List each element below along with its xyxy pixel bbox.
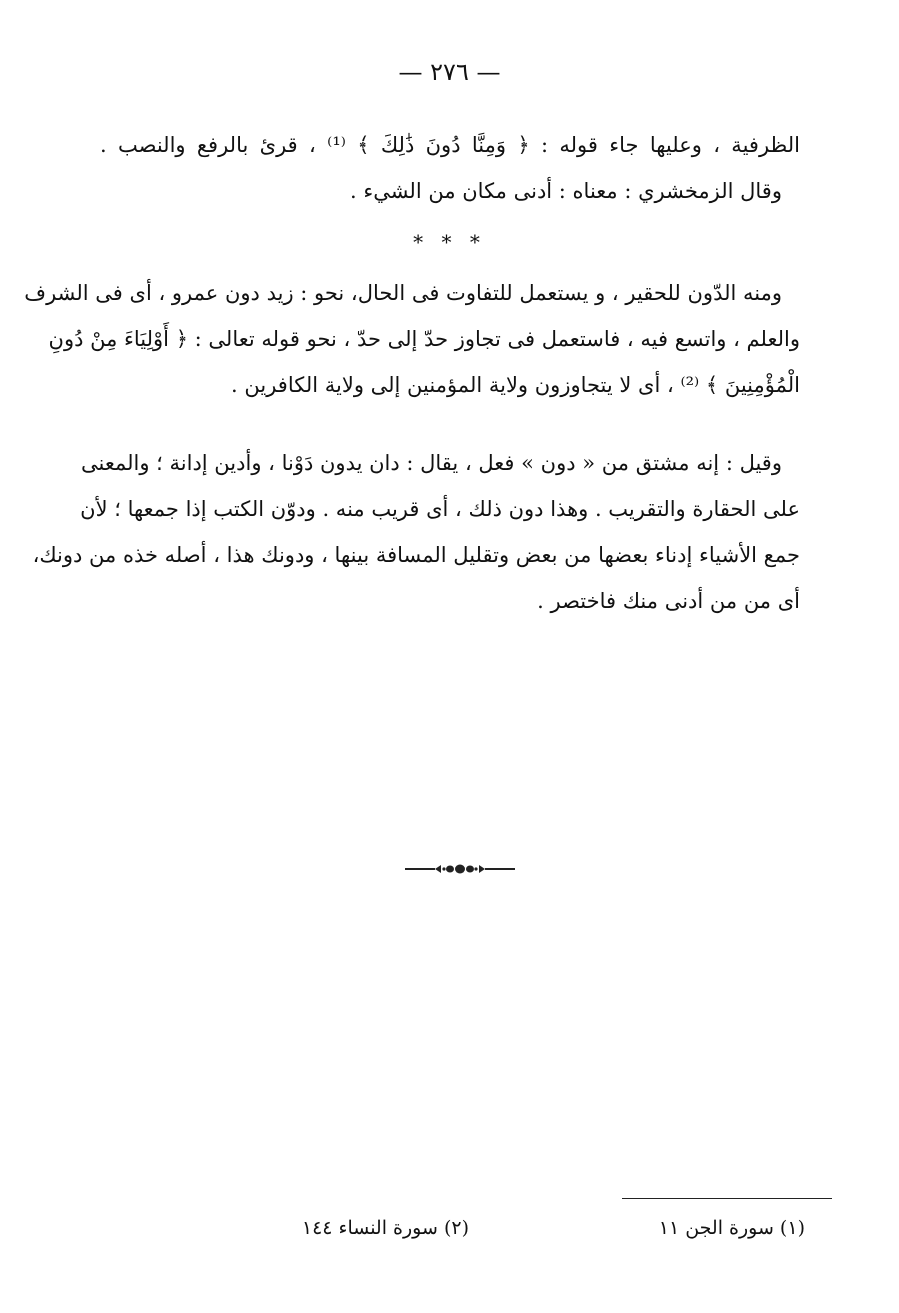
- text-line: جمع الأشياء إدناء بعضها من بعض وتقليل المسافة بينها ، ودونك هذا ، أصله خذه من دونك،: [32, 543, 800, 567]
- footnote-2: (٢) سورة النساء ١٤٤: [301, 1217, 469, 1239]
- paragraph-1: [100, 122, 800, 214]
- text-line: على الحقارة والتقريب . وهذا دون ذلك ، أى قريب منه . ودوّن الكتب إذا جمعها ؛ لأن: [80, 497, 800, 521]
- section-separator-stars: * * *: [413, 230, 486, 254]
- footnote-rule: [622, 1198, 832, 1199]
- text-line: أى من من أدنى منك فاختصر .: [537, 589, 800, 613]
- page-number: — ٢٧٦ —: [398, 58, 501, 86]
- footnote-1: (١) سورة الجن ١١: [658, 1217, 805, 1239]
- paragraph-3: [32, 440, 800, 624]
- text-line: الْمُؤْمِنِينَ ﴾ ⁽²⁾ ، أى لا يتجاوزون ولاية المؤمنين إلى ولاية الكافرين .: [231, 373, 800, 397]
- ornament-divider-icon: [405, 862, 515, 876]
- text-line: والعلم ، واتسع فيه ، فاستعمل فى تجاوز حدّ إلى حدّ ، نحو قوله تعالى : ﴿ أَوْلِيَاءَ مِنْ دُونِ: [48, 327, 800, 351]
- text-line: وقيل : إنه مشتق من « دون » فعل ، يقال : دان يدون دَوْنا ، وأدين إدانة ؛ والمعنى: [81, 451, 782, 475]
- text-line: الظرفية ، وعليها جاء قوله : ﴿ وَمِنَّا دُونَ ذَٰلِكَ ﴾ ⁽¹⁾ ، قرئ بالرفع والنصب .: [100, 133, 800, 157]
- text-line: ومنه الدّون للحقير ، و يستعمل للتفاوت فى الحال، نحو : زيد دون عمرو ، أى فى الشرف: [24, 281, 782, 305]
- paragraph-2: [24, 270, 800, 408]
- text-line: وقال الزمخشري : معناه : أدنى مكان من الشيء .: [349, 179, 782, 203]
